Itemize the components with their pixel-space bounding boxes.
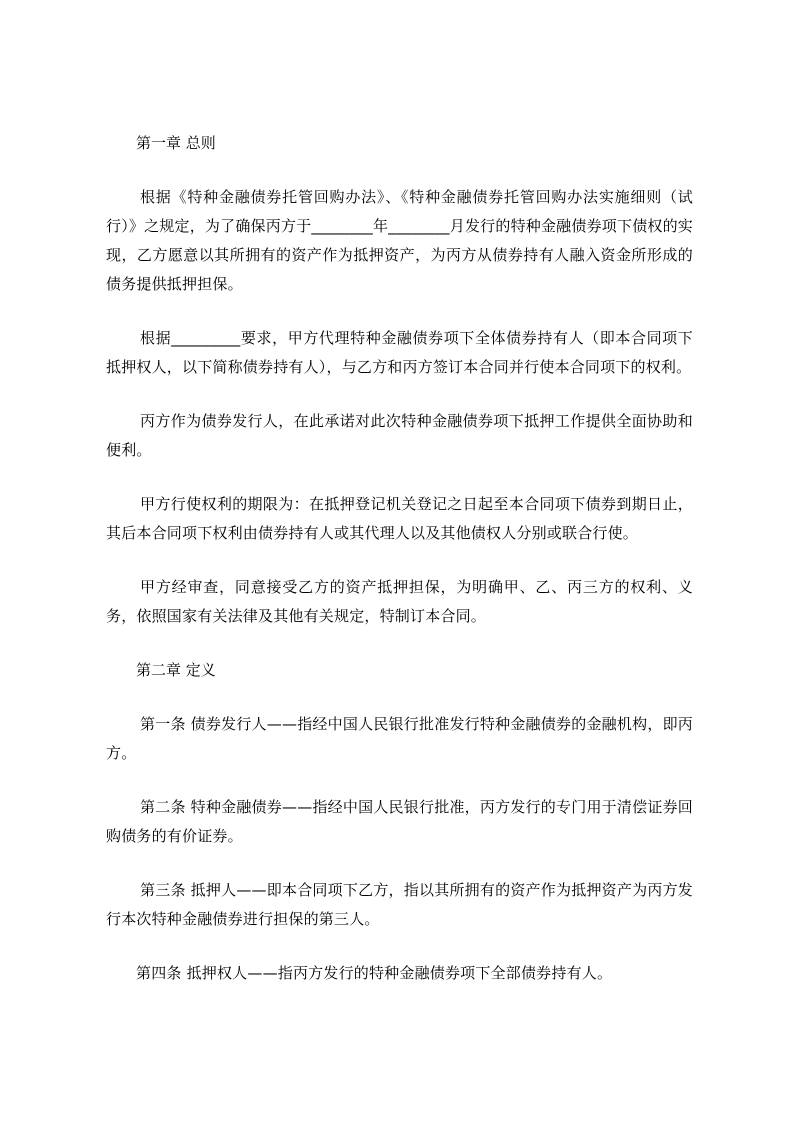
chapter-1-title: 第一章 总则 — [136, 134, 216, 152]
article-1: 第一条 债券发行人——指经中国人民银行批准发行特种金融债券的金融机构，即丙方。 — [106, 715, 693, 762]
article-4: 第四条 抵押权人——指丙方发行的特种金融债券项下全部债券持有人。 — [136, 964, 613, 982]
chapter-2-title: 第二章 定义 — [136, 661, 216, 679]
article-3: 第三条 抵押人——即本合同项下乙方，指以其所拥有的资产作为抵押资产为丙方发行本次特种金融债券进行担保的第三人。 — [106, 881, 693, 928]
paragraph-term: 甲方行使权利的期限为：在抵押登记机关登记之日起至本合同项下债券到期日止，其后本合同项下权利由债券持有人或其代理人以及其他债权人分别或联合行使。 — [106, 495, 693, 542]
paragraph-commitment: 丙方作为债券发行人，在此承诺对此次特种金融债券项下抵押工作提供全面协助和便利。 — [106, 412, 693, 459]
article-2: 第二条 特种金融债券——指经中国人民银行批准，丙方发行的专门用于清偿证券回购债务的有价证券。 — [106, 798, 693, 845]
paragraph-agreement: 甲方经审查，同意接受乙方的资产抵押担保，为明确甲、乙、丙三方的权利、义务，依照国家有关法律及其他有关规定，特制订本合同。 — [106, 578, 693, 625]
paragraph-basis: 根据《特种金融债券托管回购办法》、《特种金融债券托管回购办法实施细则（试行）》之规定，为了确保丙方于________年________月发行的特种金融债券项下债权的实现，乙方愿意以其所拥有的资产作为抵押资产，为丙方从债券持有人融入资金所形成的债务提供抵押担保。 — [106, 188, 693, 293]
paragraph-agency: 根据_________要求，甲方代理特种金融债券项下全体债券持有人（即本合同项下抵押权人，以下简称债券持有人），与乙方和丙方签订本合同并行使本合同项下的权利。 — [106, 329, 693, 376]
